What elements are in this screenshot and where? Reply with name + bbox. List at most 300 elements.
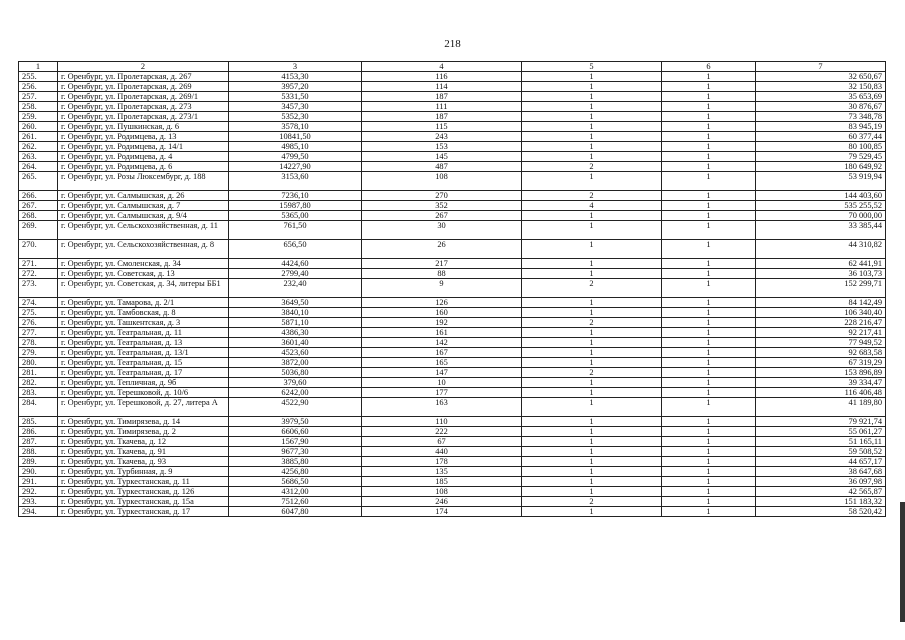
row-number-cell: 283.: [19, 388, 58, 398]
col-6-cell: 1: [662, 447, 756, 457]
count-cell: 187: [362, 112, 522, 122]
address-cell: г. Оренбург, ул. Театральная, д. 11: [58, 328, 229, 338]
amount-cell: 77 949,52: [756, 338, 886, 348]
table-row: [19, 298, 886, 308]
col-6-cell: 1: [662, 142, 756, 152]
address-cell: г. Оренбург, ул. Тепличная, д. 9б: [58, 378, 229, 388]
area-cell: 7512,60: [229, 497, 362, 507]
table-row: [19, 427, 886, 437]
row-number-cell: 266.: [19, 191, 58, 201]
row-number-cell: 282.: [19, 378, 58, 388]
count-cell: 163: [362, 398, 522, 417]
count-cell: 110: [362, 417, 522, 427]
table-row: [19, 338, 886, 348]
col-5-cell: 2: [522, 318, 662, 328]
count-cell: 487: [362, 162, 522, 172]
count-cell: 192: [362, 318, 522, 328]
address-cell: г. Оренбург, ул. Театральная, д. 17: [58, 368, 229, 378]
count-cell: 243: [362, 132, 522, 142]
header-cell: 2: [58, 62, 229, 72]
row-number-cell: 256.: [19, 82, 58, 92]
table-row: [19, 477, 886, 487]
table-row: [19, 92, 886, 102]
col-5-cell: 1: [522, 398, 662, 417]
col-5-cell: 1: [522, 338, 662, 348]
amount-cell: 44 657,17: [756, 457, 886, 467]
table-row: [19, 308, 886, 318]
area-cell: 14227,90: [229, 162, 362, 172]
row-number-cell: 294.: [19, 507, 58, 517]
table-row: [19, 348, 886, 358]
address-cell: г. Оренбург, ул. Туркестанская, д. 15а: [58, 497, 229, 507]
col-6-cell: 1: [662, 477, 756, 487]
table-row: [19, 172, 886, 191]
col-6-cell: 1: [662, 122, 756, 132]
count-cell: 161: [362, 328, 522, 338]
amount-cell: 79 921,74: [756, 417, 886, 427]
count-cell: 174: [362, 507, 522, 517]
count-cell: 108: [362, 172, 522, 191]
table-row: [19, 152, 886, 162]
col-5-cell: 1: [522, 92, 662, 102]
amount-cell: 144 403,60: [756, 191, 886, 201]
col-5-cell: 1: [522, 72, 662, 82]
count-cell: 165: [362, 358, 522, 368]
count-cell: 67: [362, 437, 522, 447]
count-cell: 185: [362, 477, 522, 487]
amount-cell: 38 647,68: [756, 467, 886, 477]
count-cell: 352: [362, 201, 522, 211]
col-6-cell: 1: [662, 507, 756, 517]
col-5-cell: 1: [522, 259, 662, 269]
col-6-cell: 1: [662, 298, 756, 308]
col-6-cell: 1: [662, 279, 756, 298]
count-cell: 217: [362, 259, 522, 269]
count-cell: 177: [362, 388, 522, 398]
row-number-cell: 290.: [19, 467, 58, 477]
col-6-cell: 1: [662, 308, 756, 318]
address-cell: г. Оренбург, ул. Пролетарская, д. 269: [58, 82, 229, 92]
table-row: [19, 467, 886, 477]
count-cell: 88: [362, 269, 522, 279]
count-cell: 135: [362, 467, 522, 477]
table-row: [19, 398, 886, 417]
address-cell: г. Оренбург, ул. Родимцева, д. 13: [58, 132, 229, 142]
col-6-cell: 1: [662, 467, 756, 477]
table-row: [19, 437, 886, 447]
col-5-cell: 1: [522, 378, 662, 388]
col-5-cell: 4: [522, 201, 662, 211]
address-cell: г. Оренбург, ул. Родимцева, д. 14/1: [58, 142, 229, 152]
col-6-cell: 1: [662, 82, 756, 92]
col-5-cell: 1: [522, 427, 662, 437]
row-number-cell: 286.: [19, 427, 58, 437]
col-5-cell: 1: [522, 152, 662, 162]
col-5-cell: 1: [522, 447, 662, 457]
col-6-cell: 1: [662, 92, 756, 102]
table-row: [19, 211, 886, 221]
count-cell: 246: [362, 497, 522, 507]
area-cell: 3153,60: [229, 172, 362, 191]
area-cell: 5331,50: [229, 92, 362, 102]
area-cell: 3872,00: [229, 358, 362, 368]
table-row: [19, 328, 886, 338]
row-number-cell: 265.: [19, 172, 58, 191]
col-5-cell: 1: [522, 388, 662, 398]
col-5-cell: 2: [522, 497, 662, 507]
area-cell: 5036,80: [229, 368, 362, 378]
table-row: [19, 417, 886, 427]
col-6-cell: 1: [662, 378, 756, 388]
col-5-cell: 1: [522, 308, 662, 318]
col-6-cell: 1: [662, 398, 756, 417]
row-number-cell: 261.: [19, 132, 58, 142]
table-row: [19, 487, 886, 497]
col-5-cell: 1: [522, 82, 662, 92]
header-cell: 6: [662, 62, 756, 72]
row-number-cell: 260.: [19, 122, 58, 132]
amount-cell: 152 299,71: [756, 279, 886, 298]
area-cell: 4985,10: [229, 142, 362, 152]
amount-cell: 36 103,73: [756, 269, 886, 279]
row-number-cell: 278.: [19, 338, 58, 348]
row-number-cell: 262.: [19, 142, 58, 152]
area-cell: 4312,00: [229, 487, 362, 497]
row-number-cell: 269.: [19, 221, 58, 240]
col-5-cell: 2: [522, 279, 662, 298]
row-number-cell: 273.: [19, 279, 58, 298]
col-6-cell: 1: [662, 112, 756, 122]
amount-cell: 32 650,67: [756, 72, 886, 82]
col-5-cell: 1: [522, 112, 662, 122]
address-cell: г. Оренбург, ул. Театральная, д. 15: [58, 358, 229, 368]
table-row: [19, 162, 886, 172]
table-row: [19, 221, 886, 240]
col-5-cell: 1: [522, 240, 662, 259]
col-6-cell: 1: [662, 457, 756, 467]
amount-cell: 70 000,00: [756, 211, 886, 221]
col-6-cell: 1: [662, 388, 756, 398]
area-cell: 4256,80: [229, 467, 362, 477]
table-row: [19, 457, 886, 467]
count-cell: 10: [362, 378, 522, 388]
table-row: [19, 142, 886, 152]
area-cell: 10841,50: [229, 132, 362, 142]
header-cell: 3: [229, 62, 362, 72]
area-cell: 3601,40: [229, 338, 362, 348]
amount-cell: 59 508,52: [756, 447, 886, 457]
col-6-cell: 1: [662, 72, 756, 82]
amount-cell: 62 441,91: [756, 259, 886, 269]
col-6-cell: 1: [662, 201, 756, 211]
amount-cell: 79 529,45: [756, 152, 886, 162]
table-row: [19, 72, 886, 82]
row-number-cell: 272.: [19, 269, 58, 279]
count-cell: 147: [362, 368, 522, 378]
table-row: [19, 447, 886, 457]
address-cell: г. Оренбург, ул. Театральная, д. 13: [58, 338, 229, 348]
address-cell: г. Оренбург, ул. Ткачева, д. 91: [58, 447, 229, 457]
row-number-cell: 289.: [19, 457, 58, 467]
amount-cell: 116 406,48: [756, 388, 886, 398]
address-cell: г. Оренбург, ул. Тимирязева, д. 14: [58, 417, 229, 427]
address-cell: г. Оренбург, ул. Пролетарская, д. 269/1: [58, 92, 229, 102]
area-cell: 2799,40: [229, 269, 362, 279]
address-cell: г. Оренбург, ул. Пролетарская, д. 273/1: [58, 112, 229, 122]
col-6-cell: 1: [662, 221, 756, 240]
area-cell: 3979,50: [229, 417, 362, 427]
area-cell: 4523,60: [229, 348, 362, 358]
amount-cell: 83 945,19: [756, 122, 886, 132]
row-number-cell: 267.: [19, 201, 58, 211]
count-cell: 270: [362, 191, 522, 201]
amount-cell: 67 319,29: [756, 358, 886, 368]
col-6-cell: 1: [662, 240, 756, 259]
row-number-cell: 277.: [19, 328, 58, 338]
table-row: [19, 388, 886, 398]
count-cell: 26: [362, 240, 522, 259]
count-cell: 142: [362, 338, 522, 348]
col-5-cell: 1: [522, 211, 662, 221]
col-6-cell: 1: [662, 102, 756, 112]
amount-cell: 92 683,58: [756, 348, 886, 358]
col-5-cell: 1: [522, 102, 662, 112]
row-number-cell: 270.: [19, 240, 58, 259]
area-cell: 5871,10: [229, 318, 362, 328]
col-5-cell: 1: [522, 269, 662, 279]
col-6-cell: 1: [662, 318, 756, 328]
col-6-cell: 1: [662, 259, 756, 269]
area-cell: 15987,80: [229, 201, 362, 211]
address-cell: г. Оренбург, ул. Пролетарская, д. 273: [58, 102, 229, 112]
area-cell: 3840,10: [229, 308, 362, 318]
count-cell: 108: [362, 487, 522, 497]
area-cell: 4386,30: [229, 328, 362, 338]
address-cell: г. Оренбург, ул. Тамбовская, д. 8: [58, 308, 229, 318]
amount-cell: 180 649,92: [756, 162, 886, 172]
amount-cell: 106 340,40: [756, 308, 886, 318]
area-cell: 3649,50: [229, 298, 362, 308]
col-6-cell: 1: [662, 162, 756, 172]
header-cell: 7: [756, 62, 886, 72]
address-cell: г. Оренбург, ул. Салмышская, д. 26: [58, 191, 229, 201]
table-row: [19, 191, 886, 201]
amount-cell: 36 097,98: [756, 477, 886, 487]
table-row: [19, 358, 886, 368]
count-cell: 116: [362, 72, 522, 82]
row-number-cell: 259.: [19, 112, 58, 122]
table-row: [19, 259, 886, 269]
area-cell: 3957,20: [229, 82, 362, 92]
address-cell: г. Оренбург, ул. Советская, д. 34, литеры ББ1: [58, 279, 229, 298]
count-cell: 145: [362, 152, 522, 162]
col-6-cell: 1: [662, 172, 756, 191]
area-cell: 4153,30: [229, 72, 362, 82]
amount-cell: 35 653,69: [756, 92, 886, 102]
count-cell: 30: [362, 221, 522, 240]
col-6-cell: 1: [662, 487, 756, 497]
row-number-cell: 293.: [19, 497, 58, 507]
count-cell: 126: [362, 298, 522, 308]
amount-cell: 60 377,44: [756, 132, 886, 142]
scan-edge-mark: [900, 502, 905, 622]
table-row: [19, 122, 886, 132]
count-cell: 178: [362, 457, 522, 467]
amount-cell: 84 142,49: [756, 298, 886, 308]
row-number-cell: 281.: [19, 368, 58, 378]
address-cell: г. Оренбург, ул. Терешковой, д. 27, литера А: [58, 398, 229, 417]
area-cell: 6242,00: [229, 388, 362, 398]
col-6-cell: 1: [662, 328, 756, 338]
count-cell: 153: [362, 142, 522, 152]
col-5-cell: 1: [522, 487, 662, 497]
count-cell: 167: [362, 348, 522, 358]
table-row: [19, 497, 886, 507]
row-number-cell: 271.: [19, 259, 58, 269]
area-cell: 3885,80: [229, 457, 362, 467]
row-number-cell: 275.: [19, 308, 58, 318]
table-row: [19, 240, 886, 259]
table-row: [19, 378, 886, 388]
row-number-cell: 292.: [19, 487, 58, 497]
area-cell: 1567,90: [229, 437, 362, 447]
col-5-cell: 2: [522, 191, 662, 201]
address-cell: г. Оренбург, ул. Родимцева, д. 6: [58, 162, 229, 172]
row-number-cell: 264.: [19, 162, 58, 172]
col-6-cell: 1: [662, 437, 756, 447]
address-cell: г. Оренбург, ул. Смоленская, д. 34: [58, 259, 229, 269]
address-cell: г. Оренбург, ул. Ташкентская, д. 3: [58, 318, 229, 328]
table-row: [19, 507, 886, 517]
address-cell: г. Оренбург, ул. Ткачева, д. 12: [58, 437, 229, 447]
col-6-cell: 1: [662, 191, 756, 201]
amount-cell: 153 896,89: [756, 368, 886, 378]
area-cell: 3457,30: [229, 102, 362, 112]
col-6-cell: 1: [662, 152, 756, 162]
col-6-cell: 1: [662, 348, 756, 358]
area-cell: 4522,90: [229, 398, 362, 417]
row-number-cell: 255.: [19, 72, 58, 82]
header-row: [19, 62, 886, 72]
amount-cell: 32 150,83: [756, 82, 886, 92]
row-number-cell: 258.: [19, 102, 58, 112]
row-number-cell: 284.: [19, 398, 58, 417]
amount-cell: 151 183,32: [756, 497, 886, 507]
area-cell: 7236,10: [229, 191, 362, 201]
col-6-cell: 1: [662, 358, 756, 368]
row-number-cell: 279.: [19, 348, 58, 358]
col-6-cell: 1: [662, 211, 756, 221]
amount-cell: 33 385,44: [756, 221, 886, 240]
amount-cell: 44 310,82: [756, 240, 886, 259]
count-cell: 222: [362, 427, 522, 437]
address-cell: г. Оренбург, ул. Терешковой, д. 10/6: [58, 388, 229, 398]
col-5-cell: 1: [522, 457, 662, 467]
col-6-cell: 1: [662, 368, 756, 378]
page-number: 218: [444, 38, 461, 50]
area-cell: 6606,60: [229, 427, 362, 437]
amount-cell: 58 520,42: [756, 507, 886, 517]
amount-cell: 73 348,78: [756, 112, 886, 122]
header-cell: 5: [522, 62, 662, 72]
amount-cell: 55 061,27: [756, 427, 886, 437]
table-row: [19, 269, 886, 279]
col-6-cell: 1: [662, 338, 756, 348]
count-cell: 111: [362, 102, 522, 112]
row-number-cell: 257.: [19, 92, 58, 102]
col-6-cell: 1: [662, 417, 756, 427]
row-number-cell: 285.: [19, 417, 58, 427]
address-cell: г. Оренбург, ул. Ткачева, д. 93: [58, 457, 229, 467]
col-6-cell: 1: [662, 497, 756, 507]
count-cell: 114: [362, 82, 522, 92]
area-cell: 379,60: [229, 378, 362, 388]
table-row: [19, 112, 886, 122]
header-cell: 4: [362, 62, 522, 72]
col-5-cell: 1: [522, 172, 662, 191]
amount-cell: 51 165,11: [756, 437, 886, 447]
amount-cell: 39 334,47: [756, 378, 886, 388]
col-5-cell: 1: [522, 358, 662, 368]
col-5-cell: 1: [522, 328, 662, 338]
row-number-cell: 288.: [19, 447, 58, 457]
table-row: [19, 279, 886, 298]
register-table: [18, 61, 886, 517]
col-5-cell: 1: [522, 437, 662, 447]
table-body: [19, 72, 886, 517]
amount-cell: 228 216,47: [756, 318, 886, 328]
table-row: [19, 368, 886, 378]
address-cell: г. Оренбург, ул. Туркестанская, д. 126: [58, 487, 229, 497]
row-number-cell: 263.: [19, 152, 58, 162]
area-cell: 4799,50: [229, 152, 362, 162]
col-5-cell: 1: [522, 417, 662, 427]
area-cell: 4424,60: [229, 259, 362, 269]
table-row: [19, 132, 886, 142]
col-5-cell: 1: [522, 221, 662, 240]
area-cell: 656,50: [229, 240, 362, 259]
row-number-cell: 274.: [19, 298, 58, 308]
address-cell: г. Оренбург, ул. Тамарова, д. 2/1: [58, 298, 229, 308]
address-cell: г. Оренбург, ул. Сельскохозяйственная, д. 8: [58, 240, 229, 259]
address-cell: г. Оренбург, ул. Сельскохозяйственная, д. 11: [58, 221, 229, 240]
address-cell: г. Оренбург, ул. Салмышская, д. 9/4: [58, 211, 229, 221]
area-cell: 9677,30: [229, 447, 362, 457]
address-cell: г. Оренбург, ул. Пролетарская, д. 267: [58, 72, 229, 82]
area-cell: 3578,10: [229, 122, 362, 132]
area-cell: 232,40: [229, 279, 362, 298]
address-cell: г. Оренбург, ул. Туркестанская, д. 11: [58, 477, 229, 487]
count-cell: 440: [362, 447, 522, 457]
col-5-cell: 2: [522, 162, 662, 172]
col-5-cell: 1: [522, 142, 662, 152]
count-cell: 187: [362, 92, 522, 102]
count-cell: 9: [362, 279, 522, 298]
table-row: [19, 82, 886, 92]
header-cell: 1: [19, 62, 58, 72]
amount-cell: 42 565,87: [756, 487, 886, 497]
address-cell: г. Оренбург, ул. Розы Люксембург, д. 188: [58, 172, 229, 191]
row-number-cell: 276.: [19, 318, 58, 328]
address-cell: г. Оренбург, ул. Турбинная, д. 9: [58, 467, 229, 477]
col-5-cell: 1: [522, 298, 662, 308]
area-cell: 761,50: [229, 221, 362, 240]
col-5-cell: 1: [522, 132, 662, 142]
address-cell: г. Оренбург, ул. Театральная, д. 13/1: [58, 348, 229, 358]
count-cell: 160: [362, 308, 522, 318]
col-5-cell: 1: [522, 348, 662, 358]
area-cell: 5686,50: [229, 477, 362, 487]
